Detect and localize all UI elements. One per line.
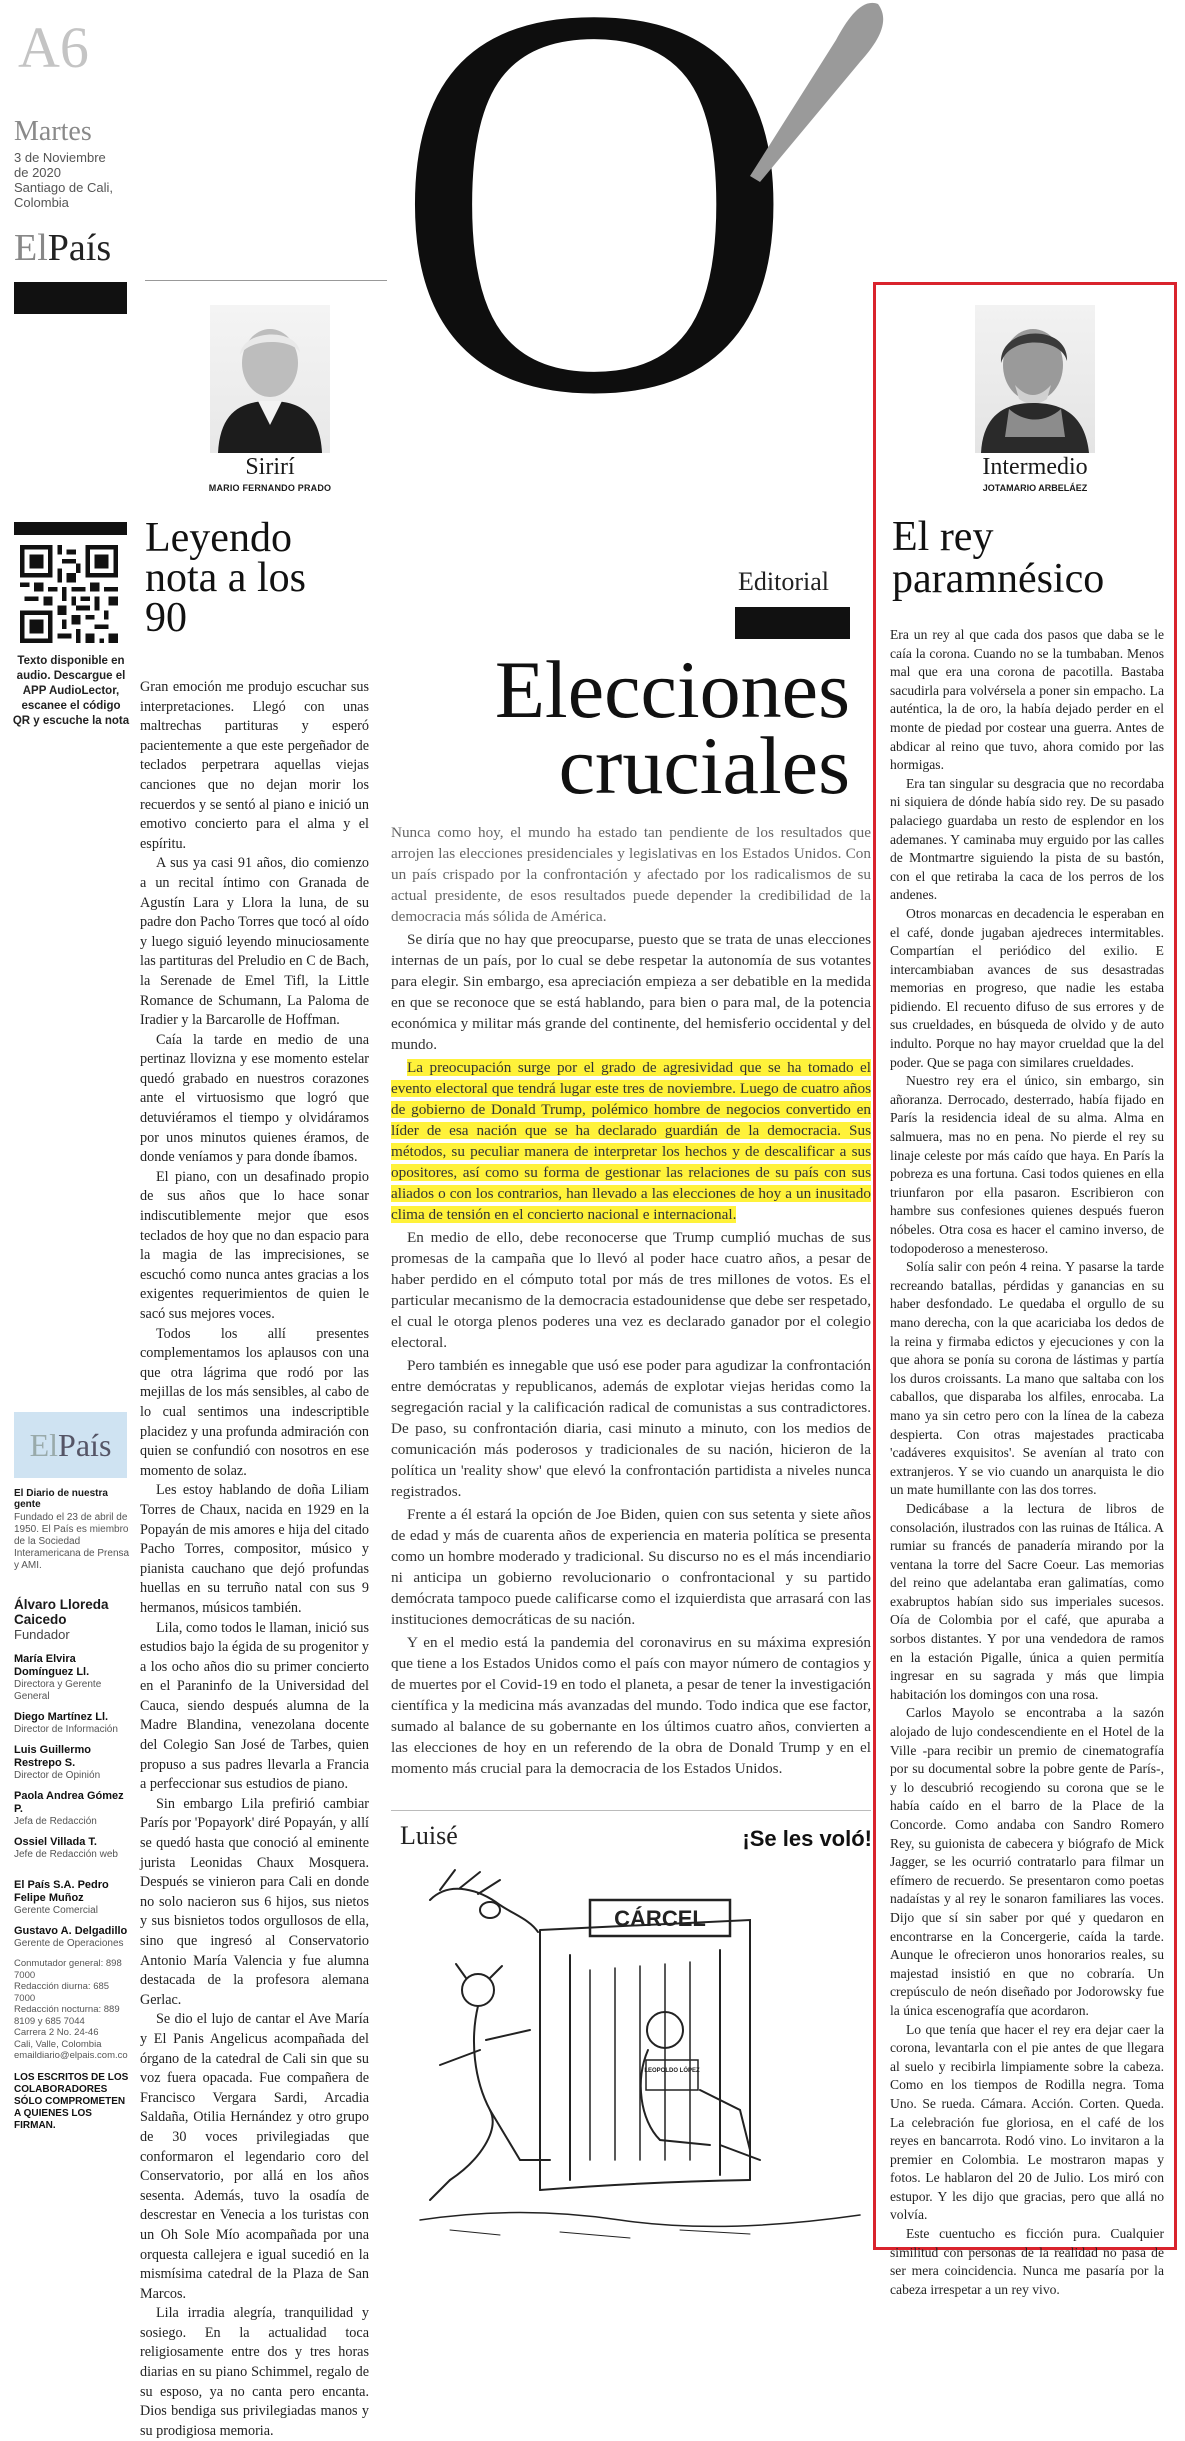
qr-caption: Texto disponible en audio. Descargue el APP AudioLector, escanee el código QR y escuche la nota (12, 655, 130, 727)
staff-entry (14, 1925, 132, 1950)
editorial-body (391, 822, 871, 1797)
editorial-label-bar (735, 607, 850, 639)
masthead-founder (14, 1597, 132, 1642)
staff-name: Gustavo A. Delgadillo (14, 1925, 128, 1937)
masthead-staff-list (14, 1653, 132, 2132)
staff-role: Directora y Gerente General (14, 1679, 102, 1702)
masthead-tagline: El Diario de nuestra gente (14, 1488, 108, 1510)
title-line: 90 (145, 595, 187, 641)
logo-el: El (29, 1427, 59, 1463)
logo-pais: País (58, 1427, 112, 1463)
editorial-section-label: Editorial (738, 567, 829, 596)
staff-name: Paola Andrea Gómez P. (14, 1790, 124, 1815)
paragraph: Les estoy hablando de doña Liliam Torres de Chaux, nacida en 1929 en la Popayán de mis amores e hija del citado Pacho Torres, compositor, músico y pianista cauchano que dejó profundas huellas en su terruño natal con sus 9 hermanos, músicos también. (140, 1482, 369, 1616)
cartoon-sign-text: CÁRCEL (614, 1906, 706, 1931)
paragraph: Todos los allí presentes complementamos los aplausos con una que otra lágrima que rodó por las mejillas de los más sensibles, al cabo de lo cual sentimos una indescriptible placidez y una profunda admiración con quien se confundió con nosotros en ese momento de solaz. (140, 1325, 369, 1479)
masthead-logo-box (14, 1412, 127, 1478)
title-line: El rey (892, 514, 994, 560)
article-title-right (892, 516, 1162, 600)
editorial-lead: Nunca como hoy, el mundo ha estado tan pendiente de los resultados que arrojen las elecciones presidenciales y legislativas en los Estados Unidos. Con un país crispado por la confrontación y afectado por los radicalismos de su actual presidente, de esos resultados puede depender la credibilidad de la democracia más sólida de América. (391, 824, 871, 925)
publication-date (14, 150, 113, 210)
staff-entry (14, 1653, 132, 1703)
publication-day: Martes (14, 116, 92, 147)
paragraph: En medio de ello, debe reconocerse que Trump cumplió muchas de sus promesas de la campaña que lo llevó al poder hace cuatro años, a pesar de haber perdido en el cómputo total por más de tres millones de votos. Es el particular mecanismo de la democracia estadounidense que debe ser respetado, el cual le otorga plenos poderes una vez es declarado ganador por el colegio electoral. (391, 1229, 871, 1351)
editorial-title-line-1: Elecciones (494, 644, 850, 735)
article-body-right (890, 626, 1164, 2297)
staff-name: El País S.A. Pedro Felipe Muñoz (14, 1879, 109, 1904)
article-title-left (145, 515, 375, 641)
column-author-left: MARIO FERNANDO PRADO (208, 483, 332, 493)
cartoon-artist: Luisé (400, 1821, 458, 1850)
paragraph: Pero también es innegable que usó ese poder para agudizar la confrontación entre demócratas y republicanos, además de explotar viejas heridas como la segregación racial y la calificación radical de comunistas a sus contradictores. De paso, su confrontación diaria, casi minuto a minuto, con los medios de comunicación más poderosos y tradicionales de su nación, hicieron de la política un 'reality show' que elevó la confrontación partidista a niveles nunca registrados. (391, 1357, 871, 1500)
highlight: La preocupación surge por el grado de agresividad que se ha tomado el evento electoral que tendrá lugar este tres de noviembre. Luego de cuatro años de gobierno de Donald Trump, polémico hombre de negocios convertido en líder de esa nación que se ha declarado guardián de la democracia. Sus métodos, su peculiar manera de interpretar los hechos y de descalificar a sus opositores, así como su forma de gestionar las relaciones de su país con sus aliados o con los contrarios, han llevado a las elecciones de hoy a un inusitado clima de tensión en el concierto nacional e internacional. (391, 1059, 871, 1223)
title-line: paramnésico (892, 556, 1105, 602)
paragraph: Lila irradia alegría, tranquilidad y sosiego. En la actualidad toca religiosamente entre dos y tres horas diarias en su piano Schimmel, regalo de su esposo, ya no canta pero encanta. Dios bendiga sus privilegiadas manos y su prodigiosa memoria. (140, 2305, 369, 2439)
founder-role: Fundador (14, 1627, 70, 1642)
masthead-disclaimer: LOS ESCRITOS DE LOS COLABORADORES SÓLO COMPROMETEN A QUIENES LOS FIRMAN. (14, 2071, 129, 2131)
paragraph: A sus ya casi 91 años, dio comienzo a un recital íntimo con Granada de Agustín Lara y Llora la luna, de su padre don Pacho Torres que tocó al oído y luego siguió leyendo minuciosamente las partituras del Preludio en C de Bach, la Serenade de Emel Tifl, la Little Romance de Schumann, La Paloma de Iradier y la Barcarolle de Hoffman. (140, 855, 369, 1029)
staff-role: Director de Opinión (14, 1770, 101, 1781)
paragraph: Era un rey al que cada dos pasos que daba se le caía la corona. Cuando no se la tumbaban. Menos mal que era una corona de pacotilla. Bastaba sacudirla para volvérsela a poner sin empacho. La auténtica, la de oro, la había dejado perder en el monte de piedad por costear una guerra. Antes de abdicar al reino que tuvo, ahora comido por las hormigas. (890, 627, 1164, 773)
masthead-logo (14, 1412, 127, 1478)
paragraph: Se diría que no hay que preocuparse, puesto que se trata de unas elecciones internas de un país, por lo cual se debe respetar la autonomía de sus votantes para elegir. Sin embargo, esa apreciación empieza a ser debatible en la medida en que se reconoce que se está hablando, para bien o para mal, de la potencia económica y militar más grande del continente, del hemisferio occidental y del mundo. (391, 931, 871, 1053)
paragraph: Y en el medio está la pandemia del coronavirus en su máxima expresión que tiene a los Estados Unidos como el país con mayor número de contagios y de muertes por el Covid-19 en todo el planeta, a pesar de tener la investigación científica y la medicina más avanzadas del mundo. Todo indica que ese factor, sumado al balance de su gobernante en los últimos cuatro años, convierten a las elecciones de hoy en un referendo de la obra de Donald Trump y en el momento más crucial para la democracia de los Estados Unidos. (391, 1634, 871, 1777)
paragraph: Lo que tenía que hacer el rey era dejar caer la corona, levantarla con el pie antes de que llegara al suelo y recibirla limpiamente sobre la cabeza. Como en los tiempos de Rodilla negra. Toma Uno. Se rueda. Cámara. Acción. Corten. Queda. La celebración fue gloriosa, en el café de los reyes en bancarrota. Rodó vino. Lo invitaron a la premier en Colombia. Le mostraron mapas y fotos. Le hablaron del 20 de Julio. Los miró con estupor. Y les dijo que gracias, pero que allá no volvía. (890, 2021, 1164, 2223)
masthead-founded: Fundado el 23 de abril de 1950. El País es miembro de la Sociedad Interamericana de Prensa y AMI. (14, 1512, 130, 1571)
portrait-icon (975, 305, 1095, 453)
paragraph: El piano, con un desafinado propio de sus años que lo hace sonar indiscutiblemente mejor que esos teclados de hoy que no dan espacio para la magia de las imprecisiones, se escuchó como nunca antes gracias a los exigentes requerimientos de quien le sacó sus mejores voces. (140, 1168, 369, 1322)
article-body-left (140, 678, 369, 2439)
qr-code-icon[interactable] (20, 545, 118, 643)
staff-name: Luis Guillermo Restrepo S. (14, 1744, 92, 1769)
paragraph: Lila, como todos le llaman, inició sus estudios bajo la égida de su progenitor y a los ocho años dio su primer concierto en el Paraninfo de la Universidad del Cauca, siendo después alumna de la Madre Blandina, venezolana docente del Colegio San José de Tarbes, quien propuso a sus padres llevarla a Francia a perfeccionar sus estudios de piano. (140, 1619, 369, 1793)
staff-entry (14, 1879, 132, 1917)
title-line: nota a los (145, 555, 306, 601)
paragraph: Se dio el lujo de cantar el Ave María y El Panis Angelicus acompañada del órgano de la catedral de Cali sin que su voz fuera opacada. Fue compañera de Francisco Vergara Sardi, Arcadia Saldaña, Otilia Hernández y otro grupo de 30 voces privilegiadas que conformaron el legendario coro del Conservatorio, por allá en los años sesenta. Además, tuvo la osadía de descrestar en Venecia a los turistas con un Oh Sole Mío acompañada por una orquesta callejera e igual sucedió en la mismísima catedral de la Plaza de San Marcos. (140, 2011, 369, 2302)
paragraph: Este cuentucho es ficción pura. Cualquier similitud con personas de la realidad no pasa de ser mera coincidencia. Nunca me pasaría por la cabeza irrespetar a un rey vivo. (890, 2226, 1164, 2297)
staff-role: Gerente Comercial (14, 1905, 98, 1916)
column-section-right: Intermedio (982, 454, 1088, 480)
city-line-1: Santiago de Cali, (14, 180, 114, 195)
highlighted-paragraph (391, 1057, 871, 1225)
staff-entry (14, 1836, 132, 1861)
paragraph: Otros monarcas en decadencia le esperaban en el café, donde jugaban ajedreces intermitables. Compartían el periódico del exilio. E intercambiaban avances de sus desastradas memorias en progreso, que nadie les estaba pidiendo. El recuento difuso de sus errores y de sus crueldades, en búsqueda de olvido y de auto indulto. Porque no hay mayor crueldad que la del poder. Que se paga con similares crueldades. (890, 905, 1164, 1070)
founder-name: Álvaro Lloreda Caicedo (14, 1597, 109, 1627)
portrait-icon (210, 305, 330, 453)
cartoon-prisoner-label: LEOPOLDO LÓPEZ (644, 2068, 700, 2074)
accent-mark-icon (740, 0, 890, 190)
staff-name: Ossiel Villada T. (14, 1836, 97, 1848)
staff-entry (14, 1744, 132, 1782)
paragraph: Frente a él estará la opción de Joe Biden, quien con sus setenta y siete años de edad y más de cuarenta años de experiencia en materia política se presenta como un hombre moderado y tradicional. Su discurso no es el más incendiario ni anticipa un gobierno revolucionario o confrontacional y su partido demócrata tampoco puede calificarse como el izquierdista que arrasará con las instituciones democráticas de su nación. (391, 1506, 871, 1628)
logo-pais: País (47, 227, 112, 269)
staff-role: Jefe de Redacción web (14, 1849, 118, 1860)
paragraph: Sin embargo Lila prefirió cambiar París por 'Popayork' diré Popayán, y allí se quedó hasta que conoció al eminente jurista Leonidas Chaux Mosquera. Después se vinieron para Cali en donde no solo nacieron sus 6 hijos, sus nietos y sus bisnietos todos orgullosos de ella, sino que ingresó al Conservatorio Antonio María Valencia y fue alumna destacada de la profesora alemana Gerlac. (140, 1795, 369, 2008)
title-line: Leyendo (145, 515, 292, 561)
author-photo-left (210, 305, 330, 453)
logo-el: El (14, 227, 48, 269)
header-divider (145, 280, 387, 281)
staff-entry (14, 1790, 132, 1828)
column-author-right: JOTAMARIO ARBELÁEZ (982, 483, 1088, 493)
page-number: A6 (18, 15, 89, 80)
editorial-title-line-2: cruciales (558, 720, 850, 811)
paragraph: Era tan singular su desgracia que no recordaba ni siquiera de dónde había sido rey. De su pasado palaciego guardaba un resto de esplendor en los ademanes. Y caminaba muy erguido por las calles de Montmartre siguiendo la pista de su bastón, con el que retiraba la caca de los perros de los andenes. (890, 775, 1164, 903)
staff-name: María Elvira Domínguez Ll. (14, 1653, 90, 1678)
staff-role: Director de Información (14, 1724, 118, 1735)
paragraph: Carlos Mayolo se encontraba a la sazón alojado de lujo condescendiente en el Hotel de la Ville -para recibir un premio de cinematografía por su documental sobre la pobre gente de París-, y lo descubrió recogiendo su corona que se le había caído en el barro de la Place de la Concorde. Como andaba con Sandro Romero Rey, su guionista de cabecera y biógrafo de Mick Jagger, se les ocurrió contratarlo para filmar un efímero de recuerdo. Se presentaron como poetas nadaístas y al rey le sonaron familiares las voces. Dijo que sí sin saber por qué y quedaron en encontrarse en la Concergerie, caída la tarde. Aunque le ofrecieron unos honorarios reales, su majestad insistió en que no cobraría. Un crepúsculo de neón diseñado por Jodorowsky fue la única escenografía que acordaron. (890, 1705, 1164, 2018)
staff-entry (14, 1711, 132, 1736)
paragraph: Solía salir con peón 4 reina. Y pasarse la tarde recreando batallas, pérdidas y ganancias en su haber desfondado. Le quedaba el orgullo de su mano derecha, con la que acariciaba los dedos de la reina y firmaba edictos y ejecuciones y con la que ahora se ponía su corona de lástimas y partía los duros croissants. La mano que saltaba con los caballos, que disparaba los alfiles, enrocaba. La mano ya sin cetro pero con la línea de la cabeza despierta. Con otras majestades practicaba 'cadáveres exquisitos'. Se avenían al trato con extranjeros. Y se vio cuando un anarquista le dio un mate humillante con las dos torres. (890, 1259, 1164, 1498)
date-line-2: de 2020 (14, 165, 61, 180)
staff-role: Gerente de Operaciones (14, 1938, 124, 1949)
staff-name: Diego Martínez Ll. (14, 1711, 109, 1723)
staff-role: Jefa de Redacción (14, 1816, 97, 1827)
masthead-contact: Conmutador general: 898 7000 Redacción diurna: 685 7000 Redacción nocturna: 889 8109 y 685 7044 Carrera 2 No. 24-46 Cali, Valle, Colombia emaildiario@elpais.com.co (14, 1958, 128, 2061)
opinion-o-mark: O (392, 0, 797, 510)
cartoon-divider (391, 1810, 871, 1811)
city-line-2: Colombia (14, 195, 69, 210)
date-line-1: 3 de Noviembre (14, 150, 106, 165)
column-section-left: Sirirí (245, 454, 295, 480)
cartoon-illustration (420, 1860, 860, 2255)
paragraph: Caía la tarde en medio de una pertinaz llovizna y ese momento estelar quedó grabado en nuestros corazones ante el virtuosismo que logró que detuviéramos el tiempo y olvidáramos por unos minutos quienes éramos, de donde veníamos y para donde íbamos. (140, 1031, 369, 1166)
author-photo-right (975, 305, 1095, 453)
cartoon-title: ¡Se les voló! (742, 1826, 872, 1851)
newspaper-logo (14, 228, 111, 268)
paragraph: Nuestro rey era el único, sin embargo, sin añoranza. Derrocado, desterrado, había fijado en París la residencia ideal de su alma. Alma en salmuera, mas no en pena. No pierde el rey su linaje celeste por más caído que haya. En París la pobreza es una fortuna. Casi todos quienes en ella triunfaron por ella pasaron. Escribieron con hambre sus confesiones quienes después fueron nóbeles. Otra cosa es hacer el camino inverso, de todopoderoso a menesteroso. (890, 1073, 1164, 1256)
paragraph: Gran emoción me produjo escuchar sus interpretaciones. Llegó con unas maltrechas partituras y esperó pacientemente a que este pergeñador de teclados perpetrara aquellas viejas canciones que no dejan morir los recuerdos y se sentó al piano e inició un emotivo concierto para el alma y el espíritu. (140, 679, 369, 852)
editorial-title (380, 644, 850, 811)
cartoon-drawing-icon (420, 1860, 860, 2255)
logo-underline-bar (14, 282, 127, 314)
paragraph: Dedicábase a la lectura de libros de consolación, ilustrados con las ruinas de Itálica. A rumiar su francés de panadería mirando por la ventana la torre del Sacre Coeur. Las memorias del reino que adelantaba eran galimatías, como exabruptos habían sido sus imperiales sucesos. Oía de Colombia por el café, que apuraba a sorbos distantes. Y por una vendedora de ramos en la estación Pigalle, única a quien permitía ingresar en su sagrada y más que limpia habitación los domingos con una rosa. (890, 1500, 1164, 1702)
qr-top-bar (14, 522, 127, 535)
